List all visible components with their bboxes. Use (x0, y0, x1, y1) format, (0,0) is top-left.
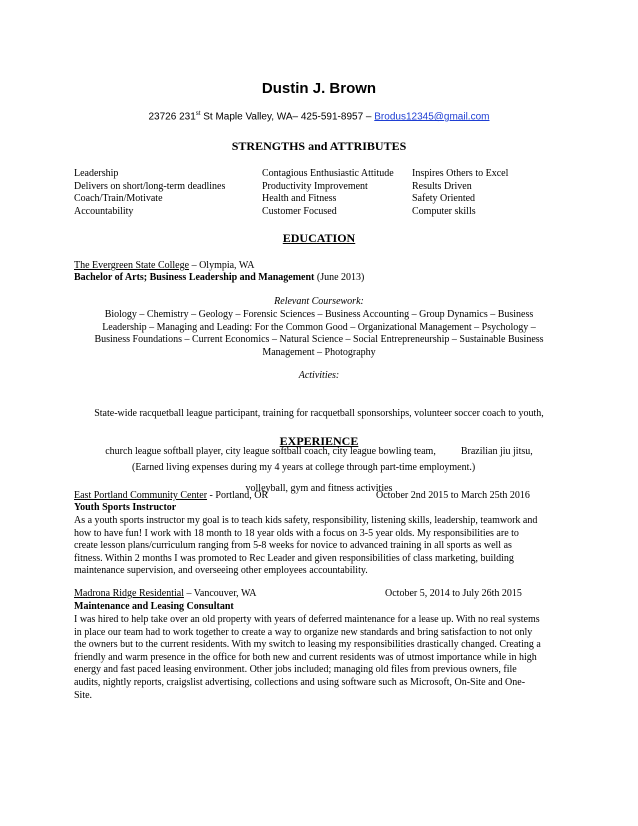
coursework-line: Management – Photography (262, 346, 376, 358)
degree-line (74, 272, 364, 284)
contact-line (0, 111, 638, 122)
job-description-line: how to have fun! I work with 18 month to 18 year olds with a focus on 3-5 year olds. My responsibilities are to (74, 527, 519, 539)
job-dates: October 2nd 2015 to March 25th 2016 (376, 490, 530, 501)
job-title: Youth Sports Instructor (74, 502, 177, 513)
strength-item: Coach/Train/Motivate (74, 193, 163, 204)
job-description-line: fitness. Within 2 months I was promoted to Rec Leader and given responsibilities of class marketing, building (74, 552, 514, 564)
coursework-label: Relevant Coursework: (274, 296, 364, 307)
job-employer-line (74, 490, 268, 502)
education-heading: EDUCATION (282, 231, 356, 245)
activities-line: volleyball, gym and fitness activities (245, 483, 393, 494)
job-description-line: maintenance supervision, and overseeing other employees accountability. (74, 565, 368, 577)
resume-name: Dustin J. Brown (261, 80, 377, 97)
strengths-column-2 (262, 168, 394, 218)
school-location: – Olympia, WA (189, 260, 255, 271)
job-description-line: I was hired to help take over an old property with years of deferred maintenance for a lease up. With no real systems (74, 614, 540, 625)
activities-label: Activities: (298, 370, 340, 381)
job-description (74, 614, 564, 702)
strength-item: Delivers on short/long-term deadlines (74, 180, 226, 192)
strengths-column-1 (74, 168, 225, 218)
activities-line: church league softball player, city league softball coach, city league bowling team, Brazilian jiu jitsu, (105, 445, 533, 457)
strengths-table (74, 168, 554, 220)
strength-item: Customer Focused (262, 205, 337, 217)
strength-item: Contagious Enthusiastic Attitude (262, 168, 394, 179)
strength-item: Accountability (74, 205, 134, 217)
strengths-heading: STRENGTHS and ATTRIBUTES (231, 139, 407, 153)
email-link[interactable]: Brodus12345@gmail.com (374, 111, 490, 123)
strength-item: Results Driven (412, 180, 472, 192)
strength-item: Health and Fitness (262, 193, 337, 204)
address-text: 23726 231 (148, 111, 196, 123)
strength-item: Leadership (74, 168, 119, 179)
job-description-line: energy and fast paced leasing environment. Other jobs included; managing old files from previous owners, file (74, 664, 517, 676)
experience-intro: (Earned living expenses during my 4 years at college through part-time employment.) (132, 462, 476, 473)
degree-date: (June 2013) (314, 272, 365, 283)
job-description (74, 515, 564, 578)
strength-item: Inspires Others to Excel (412, 168, 509, 179)
job-location: - Portland, OR (207, 490, 269, 501)
job-employer-line (74, 588, 257, 600)
job-location: – Vancouver, WA (183, 588, 257, 599)
activities-line: State-wide racquetball league participant, training for racquetball sponsorships, volunteer soccer coach to youth, (94, 408, 544, 419)
address-phone-text: St Maple Valley, WA– 425-591-8957 – (200, 111, 375, 123)
job-description-line: the owners but to the current residents. With my switch to leasing my responsibilities drastically changed. Creating a (74, 639, 541, 651)
coursework-list (62, 309, 576, 359)
job-description-line: in place our team had to work together to create a way to organize new standards and bring satisfaction to not only (74, 626, 533, 638)
strength-item: Computer skills (412, 205, 476, 217)
coursework-line: Biology – Chemistry – Geology – Forensic Sciences – Business Accounting – Group Dynamics – Business (104, 309, 534, 320)
job-employer: East Portland Community Center (74, 490, 208, 501)
job-dates: October 5, 2014 to July 26th 2015 (385, 588, 522, 599)
job-description-line: create lesson plans/curriculum ranging from 5-8 weeks for novice to advanced training in all sports as well as (74, 540, 512, 552)
strengths-column-3 (412, 168, 508, 218)
school-name: The Evergreen State College (74, 260, 190, 271)
job-title: Maintenance and Leasing Consultant (74, 601, 234, 612)
coursework-line: Business Foundations – Current Economics – Natural Science – Social Entrepreneurship – Sustainable Business (94, 334, 544, 345)
school-line (74, 260, 254, 272)
coursework-line: Leadership – Managing and Leading: For the Common Good – Organizational Management – Psychology – (102, 321, 536, 333)
job-description-line: Site. (74, 689, 93, 701)
job-description-line: As a youth sports instructor my goal is to teach kids safety, responsibility, listening skills, leadership, teamwork and (74, 515, 538, 526)
degree-name: Bachelor of Arts; Business Leadership and Management (74, 272, 315, 283)
job-description-line: audits, nightly reports, craigslist advertising, collections and using software such as Microsoft, On-Site and One- (74, 676, 526, 688)
job-description-line: friendly and warm presence in the office for both new and current residents was of utmost importance while in high (74, 651, 537, 663)
strength-item: Safety Oriented (412, 193, 476, 204)
experience-heading: EXPERIENCE (279, 434, 359, 448)
job-employer: Madrona Ridge Residential (74, 588, 184, 599)
address-superscript: st (195, 111, 201, 117)
strength-item: Productivity Improvement (262, 180, 368, 192)
